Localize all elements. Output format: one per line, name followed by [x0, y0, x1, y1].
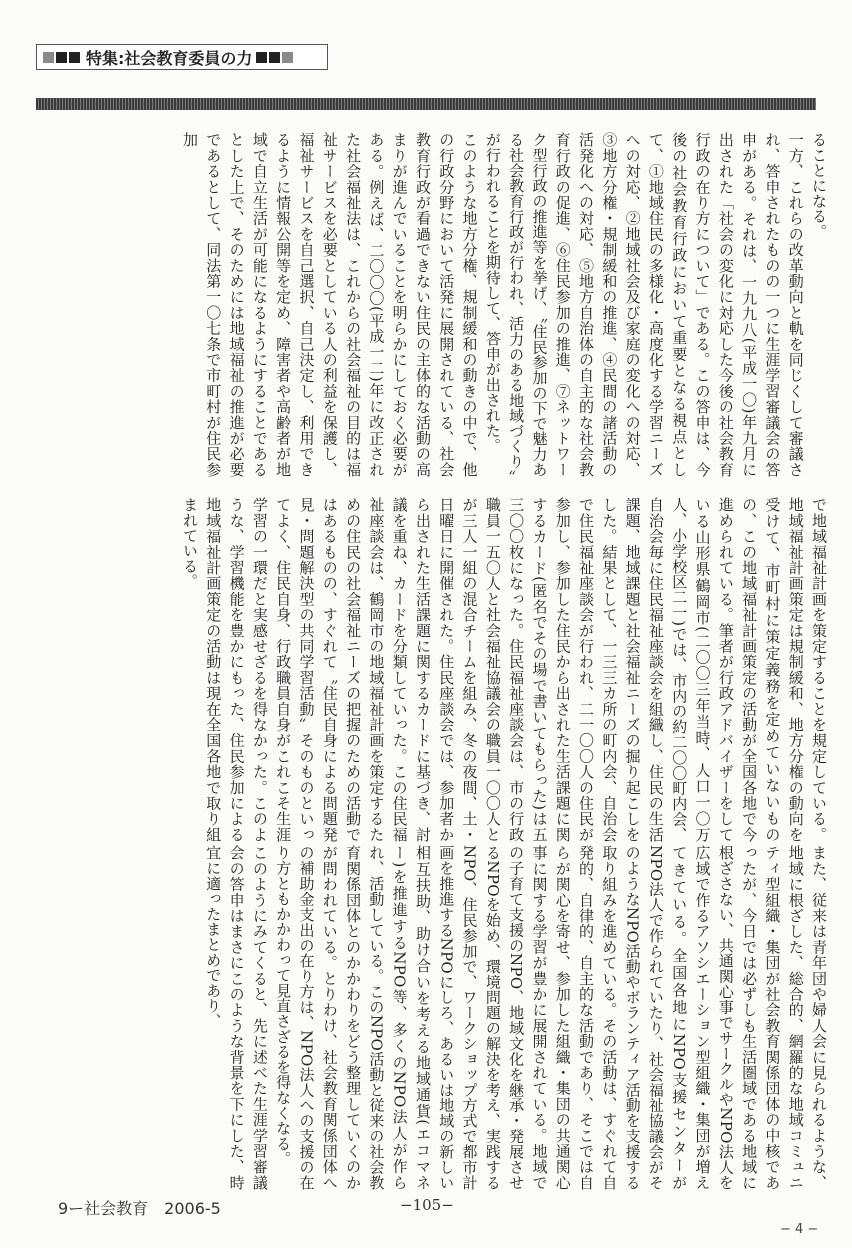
footer-publication: 9ー社会教育 2006-5: [58, 1199, 221, 1218]
section-header: [36, 44, 328, 70]
header-square-icon: [269, 52, 280, 63]
column-text: ることになる。 一方、これらの改革動向と軌を同じくして審議され、答申されたものの一つに生涯学習審議会の答申がある。それは、一九九八(平成一〇)年九月に出された「社会の変化に対応した今後の社会教育行政の在り方について」である。この答申は、今後の社会教育行政において重要となる視点として、①地域住民の多様化・高度化する学習ニーズへの対応、②地域社会及び家庭の変化への対応、③地方分権・規制緩和の推進、④民間の諸活動の活発化への対応、⑤地方自治体の自主的な社会教育行政の促進、⑥住民参加の推進、⑦ネットワーク型行政の推進等を挙げ、〝住民参加の下で魅力ある社会教育行政が行われ、活力のある地域づくり〟が行われることを期待して、答申が出された。 このような地方分権、規制緩和の動きの中で、他の行政分野において活発に展開されている、社会教育行政が看過できない住民の主体的な活動の高まりが進んでいることを明らかにしておく必要がある。例えば、二〇〇〇(平成一二)年に改正された社会福祉法は、これからの社会福祉の目的は福祉サービスを必要としている人の利益を保護し、福祉サービスを自己選択、自己決定し、利用できるように情報公開等を定め、障害者や高齢者が地域で自立生活が可能になるようにすることであるとした上で、そのためには地域福祉の推進が必要であるとして、同法第一〇七条で市町村が住民参加: [180, 132, 828, 477]
text-column-3: [52, 845, 830, 1190]
column-text: また、従来は青年団や婦人会に見られるような、地域に根ざした、総合的、網羅的な地域コミュニティ型組織・集団が社会教育関係団体の中核であったが、今日では必ずしも生活圏域である地域に根ざさない、共通関心事でサークルやNPO法人を広域で作るアソシエーション型組織・集団が増えてきている。全国各地にNPO支援センターがNPO法人で作られていたり、社会福祉協議会がそのようなNPO活動やボランティア活動を支援する取り組みを進めている。その活動は、すぐれて自発的、自律的、自主的な活動であり、そこでは自らが関心を寄せ、参加した組織・集団の共通関心事に関する学習が豊かに展開されている。地域での子育て支援のNPO、地域文化を継承・発展させるNPOを始め、環境問題の解決を考え、実践するNPO、住民参加で、ワークショップ方式で都市計画を推進するNPOにしろ、あるいは地域の新しい相互扶助、助け合いを考える地域通貨(エコマネー)を推進するNPO等、多くのNPO法人が作られ、活動している。このNPO活動と従来の社会教育関係団体とのかかわりをどう整理していくのかが問われている。とりわけ、社会教育関係団体への補助金支出の在り方は、NPO法人への支援の在り方ともかかわって見直さざるを得なくなる。 このようにみてくると、先に述べた生涯学習審議会の答申はまさにこのような背景を下にした、時宜に適ったまとめであり、: [204, 845, 828, 1190]
header-title: 特集:社会教育委員の力: [86, 48, 253, 68]
header-square-icon: [56, 52, 67, 63]
header-square-icon: [282, 52, 293, 63]
header-square-icon: [256, 52, 267, 63]
text-column-1: [52, 132, 830, 477]
decorative-band: [36, 98, 816, 110]
footer-page-number: −105−: [400, 1196, 454, 1214]
text-column-2: [52, 497, 830, 842]
header-square-icon: [69, 52, 80, 63]
header-square-icon: [43, 52, 54, 63]
column-text: で地域福祉計画を策定することを規定している。地域福祉計画策定は規制緩和、地方分権の動向を受けて、市町村に策定義務を定めていないものの、この地域福祉計画策定の活動が全国各地で今進められている。筆者が行政アドバイザーをしている山形県鶴岡市(二〇〇三年当時、人口一〇万人、小学校区二一)では、市内の約二〇〇町内会、自治会毎に住民福祉座談会を組織し、住民の生活課題、地域課題と社会福祉ニーズの掘り起こしをした。結果として、一三三カ所の町内会、自治会で住民福祉座談会が行われ、二一〇〇人の住民が参加し、参加した住民から出された生活課題に関するカード(匿名でその場で書いてもらった)は五三〇〇枚になった。住民福祉座談会は、市の行政職員一五〇人と社会福祉協議会の職員一〇〇人とが三人一組の混合チームを組み、冬の夜間、土・日曜日に開催された。住民座談会では、参加者から出された生活課題に関するカードに基づき、討議を重ね、カードを分類していった。この住民福祉座談会は、鶴岡市の地域福祉計画を策定するための住民の社会福祉ニーズの把握のための活動ではあるものの、すぐれて〝住民自身による問題発見・問題解決型の共同学習活動〟そのものといってよく、住民自身、行政職員自身がこれこそ生涯学習の一環だと実感せざるを得なかった。このような、学習機能を豊かにもった、住民参加による地域福祉計画策定の活動は現在全国各地で取り組まれている。: [180, 497, 828, 842]
footer-right-page: − 4 −: [780, 1222, 819, 1237]
